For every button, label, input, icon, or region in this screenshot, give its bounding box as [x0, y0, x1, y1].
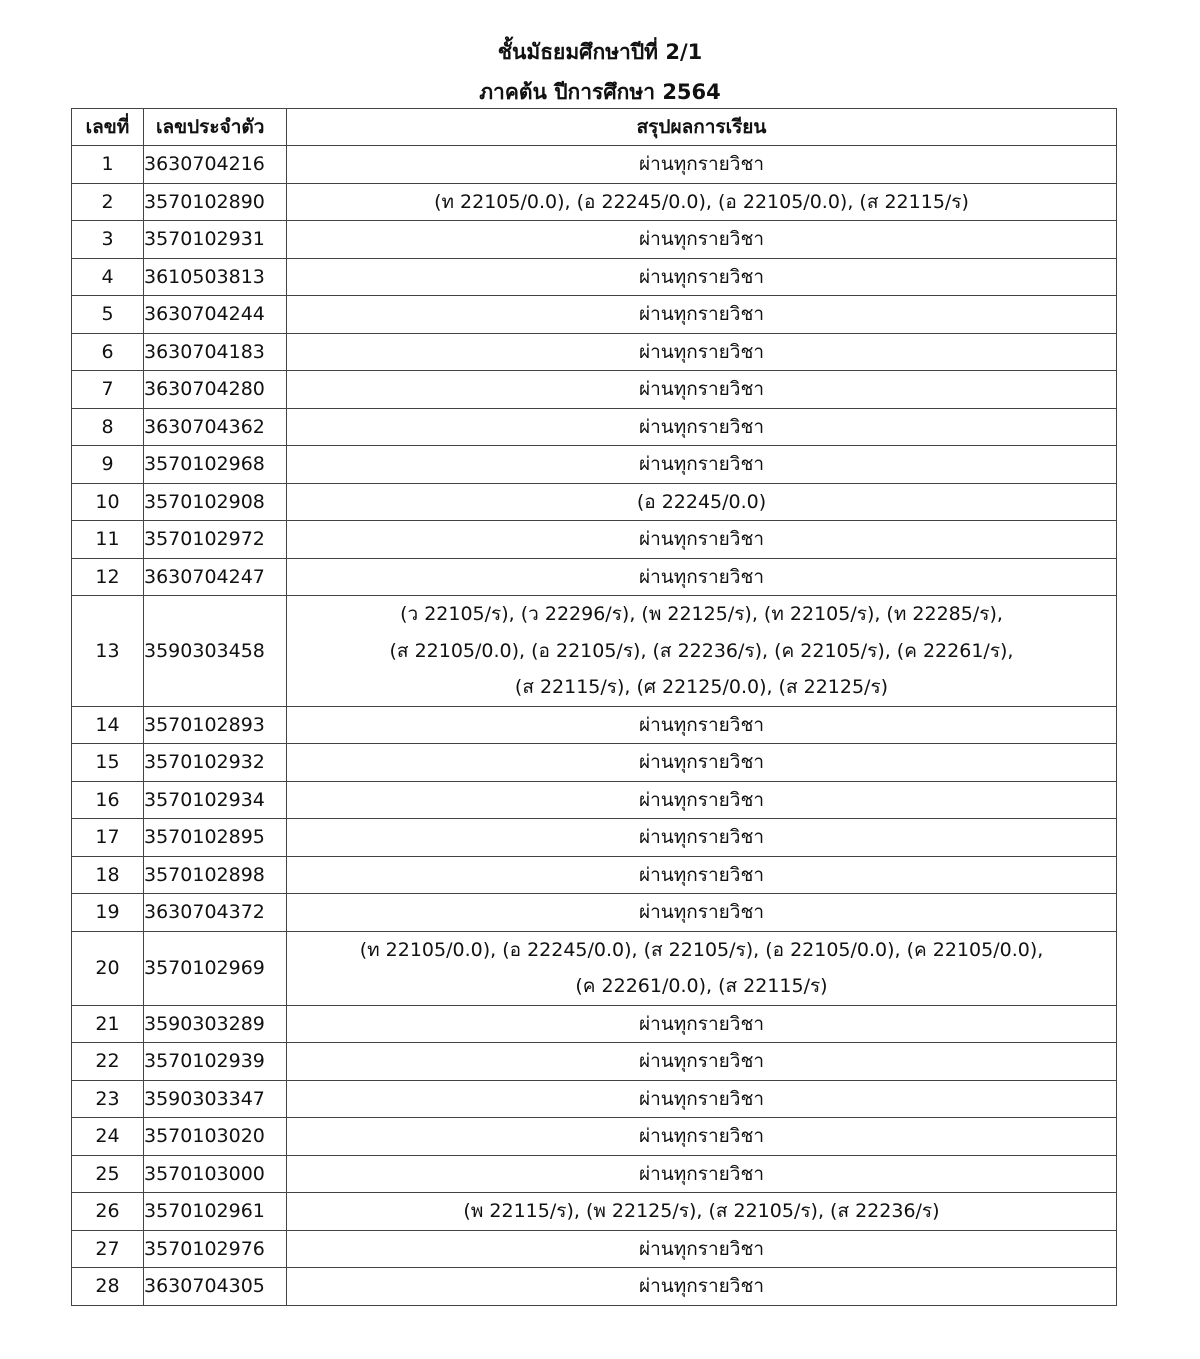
result-summary	[287, 333, 1117, 371]
row-number: 1	[72, 146, 144, 184]
result-line: ผ่านทุกรายวิชา	[638, 303, 765, 325]
table-body	[72, 146, 1117, 1306]
result-summary	[287, 931, 1117, 1005]
document-subtitle: ภาคต้น ปีการศึกษา 2564	[479, 80, 721, 104]
result-line: ผ่านทุกรายวิชา	[638, 751, 765, 773]
student-id: 3630704216	[144, 146, 287, 184]
row-number: 23	[72, 1080, 144, 1118]
student-id: 3630704244	[144, 296, 287, 334]
result-line: ผ่านทุกรายวิชา	[638, 1162, 765, 1185]
result-line: ผ่านทุกรายวิชา	[638, 453, 765, 475]
table-row	[72, 1155, 1117, 1193]
result-line: (ส 22105/0.0), (อ 22105/ร), (ส 22236/ร), (ค 22105/ร), (ค 22261/ร),	[389, 639, 1014, 662]
result-line: ผ่านทุกรายวิชา	[638, 713, 765, 736]
table-row	[72, 333, 1117, 371]
table-row	[72, 446, 1117, 484]
result-line: ผ่านทุกรายวิชา	[638, 378, 765, 400]
result-line: (ท 22105/0.0), (อ 22245/0.0), (ส 22105/ร), (อ 22105/0.0), (ค 22105/0.0),	[359, 938, 1044, 961]
table-row	[72, 706, 1117, 744]
row-number: 28	[72, 1268, 144, 1306]
row-number: 21	[72, 1005, 144, 1043]
student-id: 3570102939	[144, 1043, 287, 1081]
student-id: 3570102976	[144, 1230, 287, 1268]
result-line: ผ่านทุกรายวิชา	[638, 528, 765, 550]
row-number: 9	[72, 446, 144, 484]
result-line: (อ 22245/0.0)	[636, 490, 767, 513]
row-number: 26	[72, 1193, 144, 1231]
row-number: 11	[72, 521, 144, 559]
student-id: 3590303289	[144, 1005, 287, 1043]
result-summary	[287, 258, 1117, 296]
table-row	[72, 221, 1117, 259]
student-id: 3590303458	[144, 596, 287, 707]
result-summary	[287, 1005, 1117, 1043]
row-number: 8	[72, 408, 144, 446]
result-summary	[287, 1155, 1117, 1193]
result-line: ผ่านทุกรายวิชา	[638, 1050, 765, 1072]
table-row	[72, 558, 1117, 596]
row-number: 2	[72, 183, 144, 221]
result-line: ผ่านทุกรายวิชา	[638, 1012, 765, 1035]
student-id: 3570102934	[144, 781, 287, 819]
result-line: ผ่านทุกรายวิชา	[638, 565, 765, 588]
table-row	[72, 856, 1117, 894]
student-id: 3630704372	[144, 894, 287, 932]
result-summary	[287, 1230, 1117, 1268]
student-id: 3570102893	[144, 706, 287, 744]
result-summary	[287, 183, 1117, 221]
table-row	[72, 1005, 1117, 1043]
row-number: 13	[72, 596, 144, 707]
result-summary	[287, 146, 1117, 184]
result-summary	[287, 744, 1117, 782]
student-id: 3630704247	[144, 558, 287, 596]
result-line: (ค 22261/0.0), (ส 22115/ร)	[575, 975, 828, 997]
table-row	[72, 819, 1117, 857]
result-summary	[287, 446, 1117, 484]
table-row	[72, 1193, 1117, 1231]
row-number: 24	[72, 1118, 144, 1156]
result-line: ผ่านทุกรายวิชา	[638, 265, 765, 288]
result-summary	[287, 371, 1117, 409]
result-summary	[287, 819, 1117, 857]
results-table	[71, 108, 1117, 1306]
header-number: เลขที่	[72, 109, 144, 146]
student-id: 3570102961	[144, 1193, 287, 1231]
row-number: 4	[72, 258, 144, 296]
table-row	[72, 258, 1117, 296]
student-id: 3570102895	[144, 819, 287, 857]
table-row	[72, 146, 1117, 184]
table-header-row	[72, 109, 1117, 146]
result-summary	[287, 221, 1117, 259]
table-row	[72, 296, 1117, 334]
table-row	[72, 1230, 1117, 1268]
student-id: 3610503813	[144, 258, 287, 296]
header-student-id: เลขประจำตัว	[144, 109, 287, 146]
student-id: 3630704183	[144, 333, 287, 371]
row-number: 22	[72, 1043, 144, 1081]
result-line: (ส 22115/ร), (ศ 22125/0.0), (ส 22125/ร)	[514, 676, 889, 698]
result-summary	[287, 296, 1117, 334]
document-title: ชั้นมัธยมศึกษาปีที่ 2/1	[497, 40, 703, 64]
result-summary	[287, 894, 1117, 932]
student-id: 3570102890	[144, 183, 287, 221]
table-row	[72, 894, 1117, 932]
table-row	[72, 1080, 1117, 1118]
result-summary	[287, 596, 1117, 707]
student-id: 3570102908	[144, 483, 287, 521]
row-number: 20	[72, 931, 144, 1005]
table-row	[72, 1043, 1117, 1081]
table-row	[72, 931, 1117, 1005]
row-number: 27	[72, 1230, 144, 1268]
student-id: 3590303347	[144, 1080, 287, 1118]
row-number: 17	[72, 819, 144, 857]
result-summary	[287, 706, 1117, 744]
student-id: 3570102898	[144, 856, 287, 894]
table-row	[72, 1268, 1117, 1306]
row-number: 15	[72, 744, 144, 782]
student-id: 3570102969	[144, 931, 287, 1005]
row-number: 14	[72, 706, 144, 744]
row-number: 6	[72, 333, 144, 371]
table-row	[72, 183, 1117, 221]
student-id: 3630704305	[144, 1268, 287, 1306]
result-line: (ท 22105/0.0), (อ 22245/0.0), (อ 22105/0.0), (ส 22115/ร)	[434, 190, 969, 213]
result-line: ผ่านทุกรายวิชา	[638, 340, 765, 363]
result-summary	[287, 521, 1117, 559]
row-number: 5	[72, 296, 144, 334]
result-line: (พ 22115/ร), (พ 22125/ร), (ส 22105/ร), (ส 22236/ร)	[463, 1200, 940, 1222]
row-number: 19	[72, 894, 144, 932]
table-row	[72, 1118, 1117, 1156]
table-row	[72, 483, 1117, 521]
result-line: ผ่านทุกรายวิชา	[638, 1237, 765, 1260]
result-line: ผ่านทุกรายวิชา	[638, 153, 765, 175]
row-number: 10	[72, 483, 144, 521]
result-line: ผ่านทุกรายวิชา	[638, 1275, 765, 1297]
student-id: 3570102932	[144, 744, 287, 782]
table-row	[72, 744, 1117, 782]
result-line: ผ่านทุกรายวิชา	[638, 863, 765, 886]
result-summary	[287, 483, 1117, 521]
result-line: (ว 22105/ร), (ว 22296/ร), (พ 22125/ร), (ท 22105/ร), (ท 22285/ร),	[400, 603, 1003, 625]
result-line: ผ่านทุกรายวิชา	[638, 228, 765, 250]
table-row	[72, 408, 1117, 446]
student-id: 3570102968	[144, 446, 287, 484]
result-summary	[287, 781, 1117, 819]
student-id: 3630704280	[144, 371, 287, 409]
table-row	[72, 781, 1117, 819]
row-number: 7	[72, 371, 144, 409]
row-number: 3	[72, 221, 144, 259]
result-summary	[287, 1080, 1117, 1118]
result-summary	[287, 558, 1117, 596]
header-result-summary: สรุปผลการเรียน	[287, 109, 1117, 146]
student-id: 3570102972	[144, 521, 287, 559]
result-summary	[287, 1118, 1117, 1156]
result-line: ผ่านทุกรายวิชา	[638, 788, 765, 811]
result-line: ผ่านทุกรายวิชา	[638, 415, 765, 438]
result-line: ผ่านทุกรายวิชา	[638, 901, 765, 923]
result-summary	[287, 1268, 1117, 1306]
row-number: 18	[72, 856, 144, 894]
result-line: ผ่านทุกรายวิชา	[638, 1125, 765, 1147]
student-id: 3570103020	[144, 1118, 287, 1156]
student-id: 3570103000	[144, 1155, 287, 1193]
row-number: 25	[72, 1155, 144, 1193]
student-id: 3570102931	[144, 221, 287, 259]
table-row	[72, 371, 1117, 409]
table-row	[72, 521, 1117, 559]
result-summary	[287, 1043, 1117, 1081]
result-line: ผ่านทุกรายวิชา	[638, 1087, 765, 1110]
table-row	[72, 596, 1117, 707]
student-id: 3630704362	[144, 408, 287, 446]
row-number: 16	[72, 781, 144, 819]
result-line: ผ่านทุกรายวิชา	[638, 826, 765, 848]
result-summary	[287, 1193, 1117, 1231]
result-summary	[287, 408, 1117, 446]
row-number: 12	[72, 558, 144, 596]
result-summary	[287, 856, 1117, 894]
